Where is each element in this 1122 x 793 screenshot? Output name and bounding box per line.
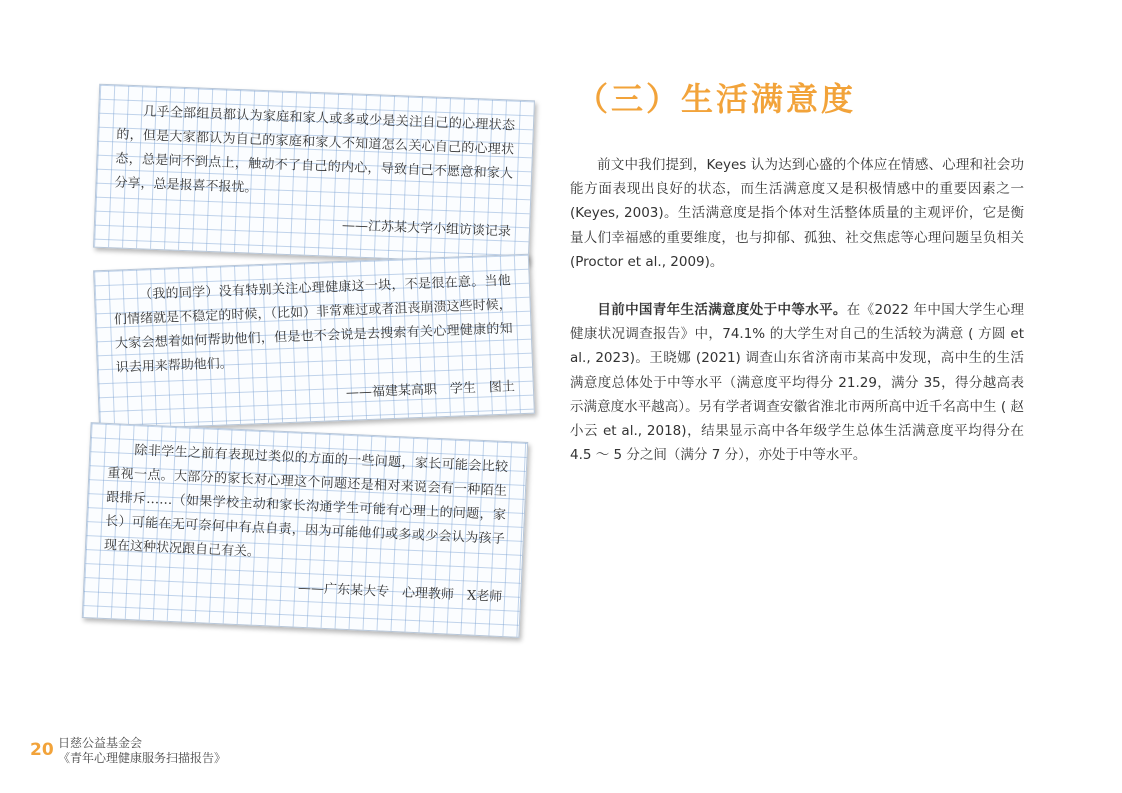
page-number: 20 xyxy=(30,740,54,760)
paragraph-2-text: 在《2022 年中国大学生心理健康状况调查报告》中，74.1% 的大学生对自己的生活较为满意 ( 方圆 et al., 2023)。王晓娜 (2021) 调查山东省济南市某高中发现，高中生的生活满意度总体处于中等水平（满意度平均得分 21.29，满分 35，得分越高表示满意度水平越高）。另有学者调查安徽省淮北市两所高中近千名高中生 ( 赵小云 et al., 2018)，结果显示高中各年级学生总体生活满意度平均得分在 4.5 ～ 5 分之间（满分 7 分），亦处于中等水平。 xyxy=(570,302,1024,464)
section-title: （三）生活满意度 xyxy=(576,80,857,118)
footer-org: 日慈公益基金会 xyxy=(58,736,143,750)
paragraph-2 xyxy=(570,298,1024,467)
quote-source: ——广东某大专 心理教师 X老师 xyxy=(297,580,503,606)
quote-source: ——福建某高职 学生 图土 xyxy=(345,379,516,401)
paragraph-1 xyxy=(570,153,1024,274)
quote-card-1 xyxy=(93,84,535,265)
paragraph-1-text: 前文中我们提到，Keyes 认为达到心盛的个体应在情感、心理和社会功能方面表现出良好的状态，而生活满意度又是积极情感中的重要因素之一 (Keyes, 2003)。生活满意度是指个体对生活整体质量的主观评价，它是衡量人们幸福感的重要维度，也与抑郁、孤独、社交焦虑等心理问题呈负相关 (Proctor et al., 2009)。 xyxy=(570,157,1024,270)
quote-text: （我的同学）没有特别关注心理健康这一块，不是很在意。当他们情绪就是不稳定的时候，（比如）非常难过或者沮丧崩溃这些时候，大家会想着如何帮助他们，但是也不会说是去搜索有关心理健康的知识去用来帮助他们。 xyxy=(113,273,513,376)
quote-source: ——江苏某大学小组访谈记录 xyxy=(341,218,512,240)
footer-report-title: 《青年心理健康服务扫描报告》 xyxy=(58,751,227,765)
quote-text: 几乎全部组员都认为家庭和家人或多或少是关注自己的心理状态的，但是大家都认为自己的家庭和家人不知道怎么关心自己的心理状态，总是问不到点上，触动不了自己的内心，导致自己不愿意和家人分享，总是报喜不报忧。 xyxy=(114,104,516,196)
quote-text: 除非学生之前有表现过类似的方面的一些问题，家长可能会比较重视一点。大部分的家长对心理这个问题还是相对来说会有一种陌生跟排斥……（如果学校主动和家长沟通学生可能有心理上的问题，家长）可能在无可奈何中有点自责，因为可能他们或多或少会认为孩子现在这种状况跟自己有关。 xyxy=(103,443,509,560)
paragraph-2-lead: 目前中国青年生活满意度处于中等水平。 xyxy=(597,302,847,318)
quote-card-2 xyxy=(93,254,535,431)
quote-card-3 xyxy=(82,422,528,638)
